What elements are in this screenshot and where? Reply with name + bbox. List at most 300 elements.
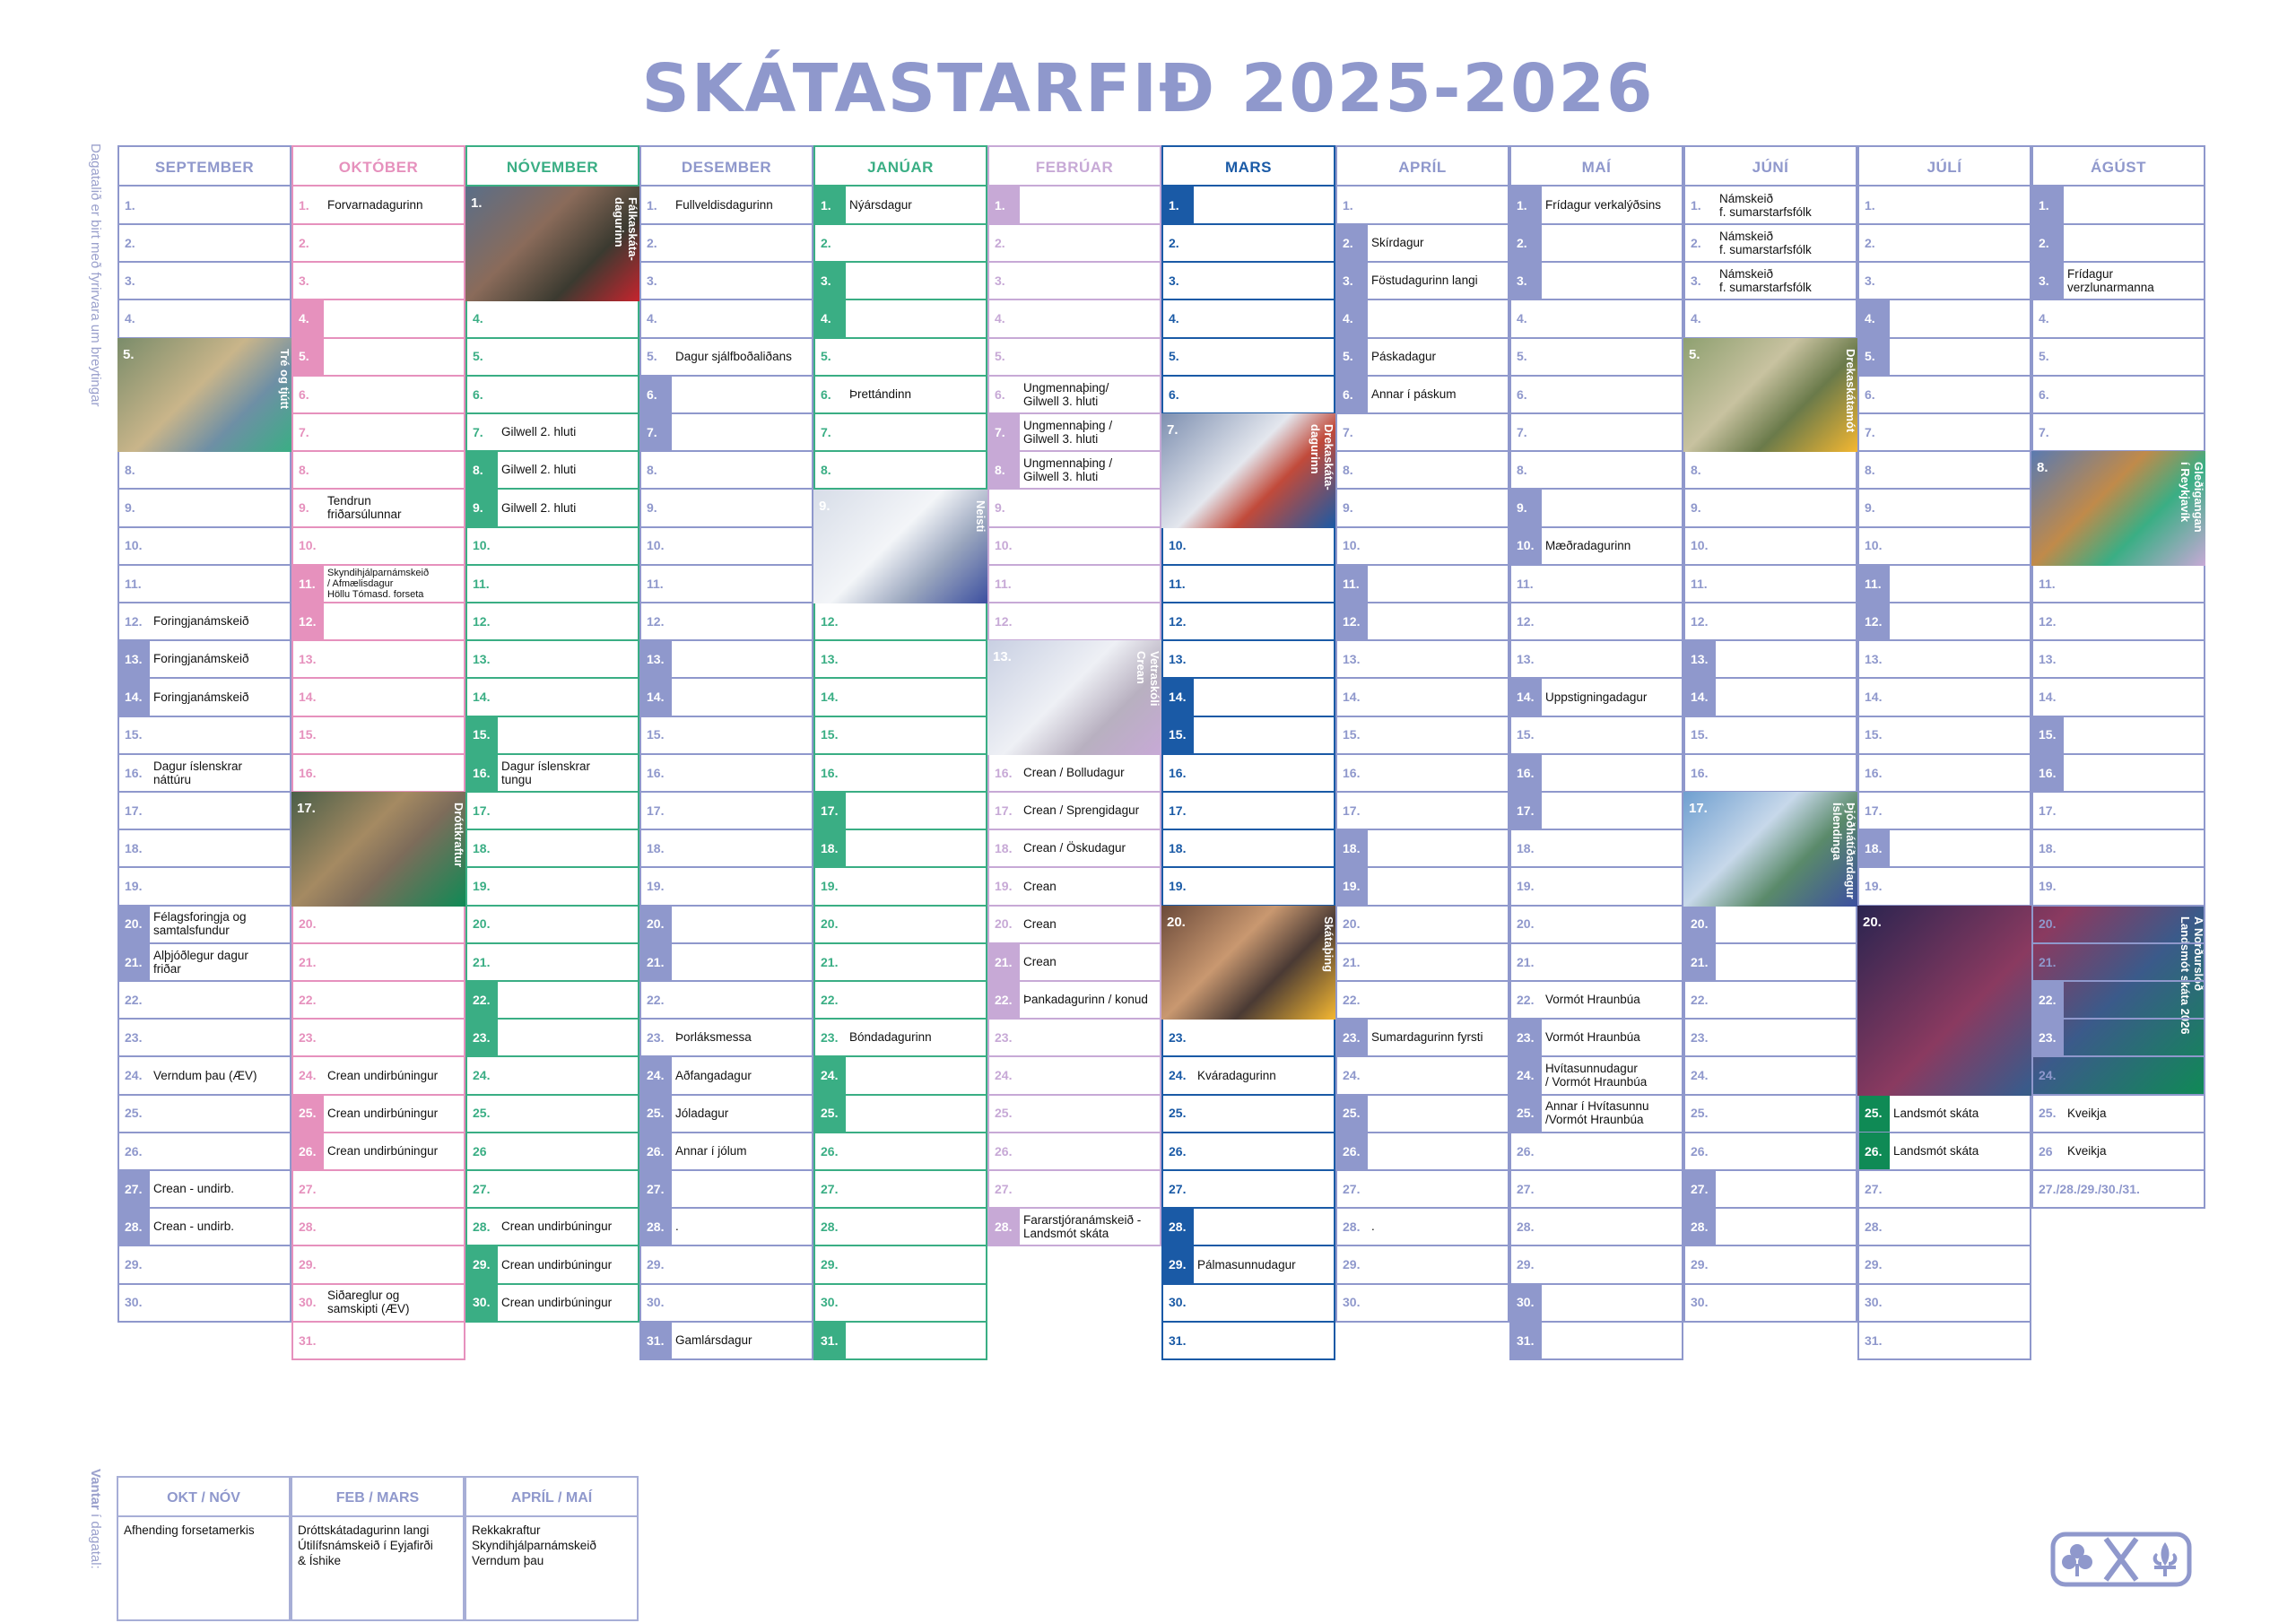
day-cell (1509, 490, 1683, 528)
day-cell (465, 906, 639, 944)
day-number: 14. (2039, 690, 2057, 705)
day-cell (1335, 1095, 1509, 1133)
day-number: 17. (815, 792, 846, 829)
day-number: 1. (1691, 197, 1701, 213)
day-number: 22. (1343, 992, 1361, 1007)
day-number: 23. (647, 1029, 665, 1045)
event-photo (1161, 413, 1335, 528)
day-cell (117, 1246, 291, 1285)
day-number: 11. (1859, 565, 1890, 602)
day-cell (813, 451, 987, 490)
day-number: 25. (125, 1106, 143, 1121)
month-column (117, 145, 291, 1310)
day-cell (1683, 640, 1857, 679)
day-number: 11. (1169, 576, 1186, 591)
day-number: 10. (1691, 538, 1709, 553)
day-cell (813, 262, 987, 300)
day-number: 30. (647, 1295, 665, 1310)
day-cell (465, 716, 639, 755)
day-number: 22. (1517, 992, 1535, 1007)
day-cell (1335, 527, 1509, 566)
event-label: Föstudagurinn langi (1371, 273, 1478, 288)
month-header: JÚNÍ (1683, 145, 1857, 187)
event-label: Pálmasunnudagur (1197, 1257, 1296, 1271)
day-cell (1857, 1170, 2031, 1209)
event-label: Vormót Hraunbúa (1545, 1030, 1640, 1045)
event-label: Siðareglur og samskipti (ÆV) (327, 1289, 410, 1316)
day-number: 6. (299, 386, 309, 402)
event-label: Fullveldisdagurinn (675, 198, 773, 212)
event-photo (465, 187, 639, 301)
day-cell (1335, 943, 1509, 982)
day-number: 16. (1865, 765, 1883, 780)
day-number: 12. (293, 603, 324, 639)
day-cell (639, 1095, 813, 1133)
day-cell (1161, 829, 1335, 868)
day-number: 14. (1343, 690, 1361, 705)
day-number: 7. (2039, 424, 2049, 439)
day-cell (1857, 376, 2031, 414)
day-cell (639, 1208, 813, 1246)
day-cell (1857, 490, 2031, 528)
day-number: 14. (1685, 679, 1716, 716)
photo-day-number: 1. (471, 195, 483, 211)
day-cell (291, 413, 465, 452)
day-cell (1683, 1133, 1857, 1171)
day-cell (1509, 1246, 1683, 1285)
month-column (1683, 145, 1857, 1310)
day-number: 14. (641, 679, 672, 716)
event-label: Þrettándinn (849, 387, 912, 401)
day-cell (1509, 1057, 1683, 1096)
day-number: 6. (821, 386, 831, 402)
event-label: . (1371, 1219, 1375, 1234)
month-header: APRÍL (1335, 145, 1509, 187)
day-cell (117, 224, 291, 263)
photo-caption: Gleðigangan í Reykjavík (2179, 462, 2205, 534)
day-cell (1857, 1095, 2031, 1133)
day-cell (465, 829, 639, 868)
day-cell (117, 906, 291, 944)
photo-caption: Dróttkraftur (452, 803, 465, 868)
day-number: 16. (1511, 754, 1542, 791)
clover-icon (2062, 1544, 2092, 1576)
day-number: 28. (473, 1219, 491, 1234)
event-label: Þankadagurinn / konud (1023, 993, 1148, 1007)
day-number: 3. (1169, 273, 1179, 288)
day-number: 17. (473, 803, 491, 818)
day-number: 15. (2033, 716, 2064, 753)
day-number: 23. (1337, 1019, 1368, 1055)
event-label: Hvítasunnudagur / Vormót Hraunbúa (1545, 1062, 1648, 1089)
day-cell (639, 224, 813, 263)
day-number: 28. (821, 1219, 839, 1234)
day-number: 29. (1517, 1257, 1535, 1272)
day-number: 22. (2033, 981, 2064, 1018)
event-label: Páskadagur (1371, 349, 1437, 363)
day-number: 11. (1337, 565, 1368, 602)
day-number: 20. (299, 916, 317, 932)
day-number: 20. (641, 906, 672, 942)
day-cell (813, 716, 987, 755)
day-cell (1683, 716, 1857, 755)
photo-caption: Þjóðhátíðardagur Íslendinga (1831, 803, 1857, 899)
day-number: 20. (1343, 916, 1361, 932)
event-label: Mæðradagurinn (1545, 538, 1631, 552)
day-number: 29. (1343, 1257, 1361, 1272)
month-header: JANÚAR (813, 145, 987, 187)
day-number: 17. (2039, 803, 2057, 818)
day-cell (639, 262, 813, 300)
day-number: 30. (1169, 1295, 1187, 1310)
day-number: 8. (989, 451, 1020, 488)
day-cell (639, 1284, 813, 1323)
day-cell (291, 640, 465, 679)
day-number: 25. (2039, 1106, 2057, 1121)
day-number: 12. (125, 613, 143, 629)
day-cell (1857, 338, 2031, 377)
day-number: 15. (467, 716, 498, 753)
event-label: Crean - undirb. (153, 1182, 235, 1196)
day-number: 22. (647, 992, 665, 1007)
day-number: 16. (1343, 765, 1361, 780)
event-label: Frídagur verkalýðsins (1545, 198, 1662, 212)
day-cell (465, 413, 639, 452)
missing-label-rest: í dagatal: (88, 1509, 103, 1569)
day-number: 8. (1517, 462, 1527, 477)
day-cell (117, 1095, 291, 1133)
day-cell (291, 376, 465, 414)
day-number: 7. (299, 424, 309, 439)
day-number: 21. (473, 954, 491, 969)
day-number: 17. (125, 803, 143, 818)
photo-day-number: 5. (123, 346, 135, 362)
day-number: 28. (1865, 1219, 1883, 1234)
day-cell (1161, 1057, 1335, 1096)
day-number: 15. (125, 727, 143, 742)
day-cell (813, 603, 987, 641)
day-number: 7. (473, 424, 483, 439)
day-cell (465, 1057, 639, 1096)
event-photo (1683, 792, 1857, 907)
day-cell (291, 1322, 465, 1360)
day-cell (1683, 679, 1857, 717)
day-cell (465, 1246, 639, 1285)
day-number: 12. (1517, 613, 1535, 629)
day-cell (465, 754, 639, 793)
day-cell (117, 754, 291, 793)
day-number: 28. (119, 1208, 150, 1245)
day-number: 12. (1337, 603, 1368, 639)
day-number: 6. (1517, 386, 1527, 402)
day-number: 8. (125, 462, 135, 477)
day-cell (1857, 1322, 2031, 1360)
day-number: 25. (815, 1095, 846, 1132)
day-number: 25. (473, 1106, 491, 1121)
month-header: ÁGÚST (2031, 145, 2205, 187)
day-cell (639, 1246, 813, 1285)
event-label: Tendrun friðarsúlunnar (327, 494, 402, 522)
missing-column-header: OKT / NÓV (117, 1476, 291, 1517)
day-number: 13. (1169, 651, 1187, 666)
day-cell (117, 1057, 291, 1096)
month-header: JÚLÍ (1857, 145, 2031, 187)
day-cell (813, 300, 987, 339)
day-number: 30. (1865, 1295, 1883, 1310)
event-label: Landsmót skáta (1893, 1144, 1979, 1158)
event-label: Dagur íslenskrar náttúru (153, 759, 243, 786)
day-number: 19. (821, 879, 839, 894)
day-number: 25. (1337, 1095, 1368, 1132)
photo-day-number: 17. (297, 801, 316, 817)
day-cell (465, 981, 639, 1020)
day-number: 13. (2039, 651, 2057, 666)
day-number: 8. (647, 462, 657, 477)
day-cell (813, 224, 987, 263)
day-number: 28. (1163, 1208, 1194, 1245)
day-cell (1335, 451, 1509, 490)
day-cell (117, 829, 291, 868)
disclaimer-note: Dagatalið er birt með fyrirvara um breytingar (88, 143, 103, 407)
day-cell (1683, 300, 1857, 339)
day-cell (117, 716, 291, 755)
day-cell (1683, 1284, 1857, 1323)
day-cell (117, 1208, 291, 1246)
day-number: 14. (821, 690, 839, 705)
day-cell (465, 376, 639, 414)
day-cell (813, 1170, 987, 1209)
day-cell (1161, 1284, 1335, 1323)
month-header: MARS (1161, 145, 1335, 187)
day-number: 4. (815, 300, 846, 337)
day-cell (1161, 262, 1335, 300)
day-number: 22. (299, 992, 317, 1007)
day-cell (813, 981, 987, 1020)
day-number: 4. (1169, 311, 1179, 326)
day-cell (117, 981, 291, 1020)
photo-day-number: 17. (1689, 801, 1708, 817)
missing-column-header: FEB / MARS (291, 1476, 465, 1517)
missing-column-body: Rekkakraftur Skyndihjálparnámskeið Verndum þau (465, 1517, 639, 1621)
day-cell (987, 603, 1161, 641)
day-cell (291, 527, 465, 566)
event-label: . (675, 1219, 679, 1234)
day-cell (2031, 906, 2205, 944)
day-number: 28. (299, 1219, 317, 1234)
day-cell (1509, 1322, 1683, 1360)
day-cell (1161, 792, 1335, 830)
day-number: 4. (1517, 311, 1527, 326)
day-number: 27. (299, 1181, 317, 1196)
month-header: SEPTEMBER (117, 145, 291, 187)
day-number: 27. (473, 1181, 491, 1196)
day-cell (2031, 300, 2205, 339)
day-cell (1335, 754, 1509, 793)
day-number: 4. (473, 311, 483, 326)
day-cell (639, 792, 813, 830)
day-cell (987, 792, 1161, 830)
day-number: 11. (473, 576, 490, 591)
day-number: 10. (647, 538, 665, 553)
day-number: 3. (995, 273, 1005, 288)
day-cell (291, 262, 465, 300)
day-number: 19. (2039, 879, 2057, 894)
day-number: 6. (995, 386, 1005, 402)
day-cell (117, 565, 291, 603)
day-number: 18. (1337, 829, 1368, 866)
day-cell (465, 868, 639, 907)
day-cell (1335, 906, 1509, 944)
day-cell (1509, 451, 1683, 490)
day-number: 24. (1511, 1057, 1542, 1094)
day-number: 9. (1511, 490, 1542, 526)
day-cell (1509, 679, 1683, 717)
event-label: Crean - undirb. (153, 1219, 235, 1234)
day-number: 26 (2039, 1143, 2053, 1159)
day-number: 12. (2039, 613, 2057, 629)
day-cell (117, 603, 291, 641)
day-cell (2031, 868, 2205, 907)
day-number: 2. (125, 235, 135, 250)
month-column (1335, 145, 1509, 1310)
event-label: Frídagur verzlunarmanna (2067, 266, 2154, 294)
day-cell (291, 1284, 465, 1323)
day-cell (1683, 224, 1857, 263)
day-number: 20. (1517, 916, 1535, 932)
event-label: Aðfangadagur (675, 1068, 752, 1082)
event-label: Gilwell 2. hluti (501, 463, 577, 477)
day-number: 4. (1859, 300, 1890, 337)
day-number: 18. (995, 840, 1013, 855)
day-cell (465, 300, 639, 339)
day-number: 16. (467, 754, 498, 791)
day-number: 11. (1517, 576, 1534, 591)
day-number: 10. (473, 538, 491, 553)
event-label: Gilwell 2. hluti (501, 425, 577, 439)
day-number: 6. (473, 386, 483, 402)
day-number: 25. (293, 1095, 324, 1132)
day-cell (1509, 640, 1683, 679)
day-number: 2. (1169, 235, 1179, 250)
day-number: 1. (1865, 197, 1875, 213)
day-number: 10. (1343, 538, 1361, 553)
day-number: 23. (1511, 1019, 1542, 1055)
day-number: 17. (1511, 792, 1542, 829)
day-number: 5. (821, 349, 831, 364)
day-cell (813, 1057, 987, 1096)
day-number: 12. (647, 613, 665, 629)
event-label: Ungmennaþing / Gilwell 3. hluti (1023, 456, 1113, 483)
day-number: 26 (473, 1143, 487, 1159)
day-number: 14. (119, 679, 150, 716)
day-number: 2. (2033, 224, 2064, 261)
day-cell (813, 792, 987, 830)
day-number: 24. (299, 1068, 317, 1083)
day-cell (1857, 262, 2031, 300)
day-cell (465, 527, 639, 566)
day-cell (1335, 224, 1509, 263)
event-label: Crean undirbúningur (501, 1257, 613, 1271)
day-cell (117, 187, 291, 225)
day-number: 27. (1517, 1181, 1535, 1196)
day-cell (465, 640, 639, 679)
day-number: 18. (647, 840, 665, 855)
day-cell (639, 943, 813, 982)
day-number: 18. (1859, 829, 1890, 866)
day-number: 24. (995, 1068, 1013, 1083)
missing-column (117, 1476, 291, 1621)
day-number: 24. (815, 1057, 846, 1094)
day-number: 13. (473, 651, 491, 666)
day-cell (1509, 413, 1683, 452)
day-cell (117, 490, 291, 528)
day-number: 6. (641, 376, 672, 412)
event-label: Crean undirbúningur (501, 1295, 613, 1309)
day-cell (1857, 1246, 2031, 1285)
day-number: 16. (1169, 765, 1187, 780)
day-cell (465, 943, 639, 982)
day-cell (1857, 1284, 2031, 1323)
day-cell (291, 679, 465, 717)
day-cell (291, 1095, 465, 1133)
day-cell (987, 1019, 1161, 1057)
day-number: 10. (125, 538, 143, 553)
event-label: Crean undirbúningur (327, 1144, 439, 1158)
day-cell (1335, 1057, 1509, 1096)
day-cell (639, 754, 813, 793)
day-cell (813, 906, 987, 944)
day-cell (2031, 224, 2205, 263)
day-cell (117, 868, 291, 907)
day-number: 18. (125, 840, 143, 855)
day-cell (639, 1170, 813, 1209)
day-cell (117, 1170, 291, 1209)
day-number: 24. (2039, 1068, 2057, 1083)
day-cell (1161, 1246, 1335, 1285)
day-cell (1857, 224, 2031, 263)
event-label: Crean (1023, 955, 1057, 968)
month-header: FEBRÚAR (987, 145, 1161, 187)
day-number: 2. (299, 235, 309, 250)
event-label: Skyndihjálparnámskeið / Afmælisdagur Höllu Tómasd. forseta (327, 567, 430, 600)
month-header: OKTÓBER (291, 145, 465, 187)
day-number: 25. (1169, 1106, 1187, 1121)
missing-column-body: Dróttskátadagurinn langi Útilífsnámskeið í Eyjafirði & Íshike (291, 1517, 465, 1621)
day-number: 7. (1865, 424, 1875, 439)
day-cell (1161, 640, 1335, 679)
day-number: 11. (125, 576, 142, 591)
day-number: 3. (1691, 273, 1701, 288)
month-column (1509, 145, 1683, 1348)
event-label: Kveikja (2067, 1144, 2107, 1158)
day-number: 18. (473, 840, 491, 855)
day-number: 16. (125, 765, 143, 780)
event-label: Landsmót skáta (1893, 1106, 1979, 1120)
day-cell (1509, 981, 1683, 1020)
day-cell (2031, 754, 2205, 793)
month-header: DESEMBER (639, 145, 813, 187)
day-number: 20. (2039, 916, 2057, 932)
day-number: 6. (1337, 376, 1368, 412)
day-cell (1509, 338, 1683, 377)
day-number: 1. (299, 197, 309, 213)
day-number: 25. (1859, 1095, 1890, 1132)
day-number: 6. (1169, 386, 1179, 402)
day-number: 25. (1511, 1095, 1542, 1132)
day-cell (1335, 262, 1509, 300)
day-number: 19. (995, 879, 1013, 894)
day-cell (2031, 679, 2205, 717)
